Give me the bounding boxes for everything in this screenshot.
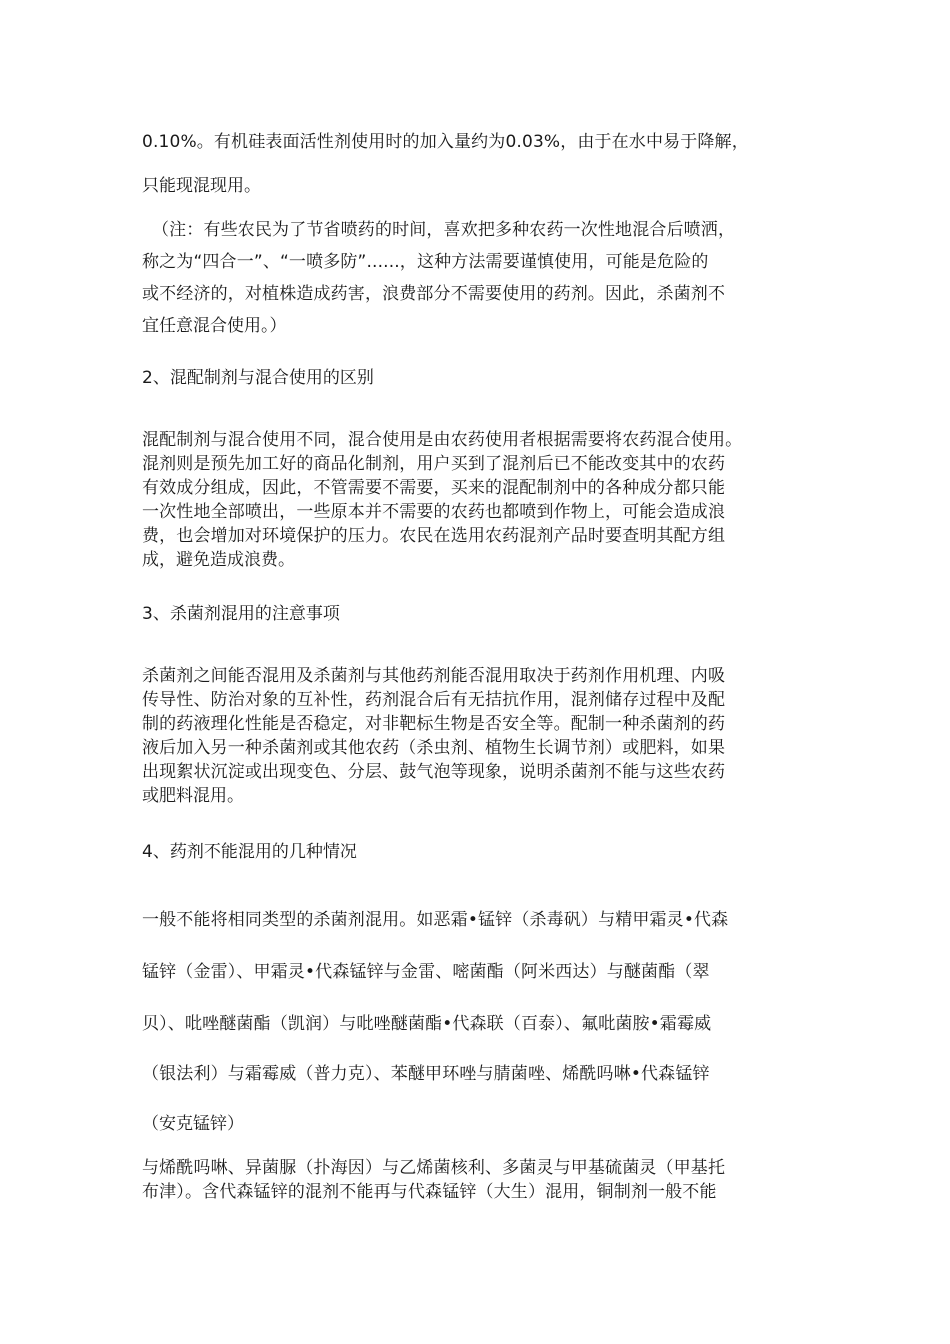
text-line: 液后加入另一种杀菌剂或其他农药（杀虫剂、植物生长调节剂）或肥料，如果 (142, 738, 726, 758)
text-line: 有效成分组成，因此，不管需要不需要，买来的混配制剂中的各种成分都只能 (142, 478, 726, 498)
text-line: 混配制剂与混合使用不同，混合使用是由农药使用者根据需要将农药混合使用。 (142, 430, 743, 450)
text-line: 一次性地全部喷出，一些原本并不需要的农药也都喷到作物上，可能会造成浪 (142, 502, 726, 522)
text-line: 或肥料混用。 (142, 786, 244, 806)
note-line: （注：有些农民为了节省喷药的时间，喜欢把多种农药一次性地混合后喷洒， (152, 220, 736, 240)
text-line: 贝）、吡唑醚菌酯（凯润）与吡唑醚菌酯•代森联（百泰）、氟吡菌胺•霜霉威 (142, 1014, 712, 1034)
text-line: 制的药液理化性能是否稳定，对非靶标生物是否安全等。配制一种杀菌剂的药 (142, 714, 726, 734)
text-line: 成，避免造成浪费。 (142, 550, 295, 570)
text-line: 传导性、防治对象的互补性，药剂混合后有无拮抗作用，混剂储存过程中及配 (142, 690, 726, 710)
note-line: 称之为“四合一”、“一喷多防”......，这种方法需要谨慎使用，可能是危险的 (142, 252, 709, 272)
text-line: （银法利）与霜霉威（普力克）、苯醚甲环唑与腈菌唑、烯酰吗啉•代森锰锌 (142, 1064, 710, 1084)
section-heading: 3、杀菌剂混用的注意事项 (142, 604, 340, 624)
note-line: 或不经济的，对植株造成药害，浪费部分不需要使用的药剂。因此，杀菌剂不 (142, 284, 726, 304)
section-heading: 2、混配制剂与混合使用的区别 (142, 368, 374, 388)
text-line: （安克锰锌） (142, 1114, 244, 1134)
text-line: 锰锌（金雷）、甲霜灵•代森锰锌与金雷、嘧菌酯（阿米西达）与醚菌酯（翠 (142, 962, 710, 982)
text-line: 出现絮状沉淀或出现变色、分层、鼓气泡等现象，说明杀菌剂不能与这些农药 (142, 762, 726, 782)
text-line: 布津）。含代森锰锌的混剂不能再与代森锰锌（大生）混用，铜制剂一般不能 (142, 1182, 717, 1202)
text-line: 0.10%。有机硅表面活性剂使用时的加入量约为0.03%，由于在水中易于降解， (142, 132, 749, 152)
text-line: 只能现混现用。 (142, 176, 261, 196)
note-line: 宜任意混合使用。） (142, 316, 287, 336)
section-heading: 4、药剂不能混用的几种情况 (142, 842, 357, 862)
text-line: 一般不能将相同类型的杀菌剂混用。如恶霜•锰锌（杀毒矾）与精甲霜灵•代森 (142, 910, 729, 930)
text-line: 混剂则是预先加工好的商品化制剂，用户买到了混剂后已不能改变其中的农药 (142, 454, 726, 474)
text-line: 杀菌剂之间能否混用及杀菌剂与其他药剂能否混用取决于药剂作用机理、内吸 (142, 666, 726, 686)
text-line: 费，也会增加对环境保护的压力。农民在选用农药混剂产品时要查明其配方组 (142, 526, 726, 546)
text-line: 与烯酰吗啉、异菌脲（扑海因）与乙烯菌核利、多菌灵与甲基硫菌灵（甲基托 (142, 1158, 726, 1178)
